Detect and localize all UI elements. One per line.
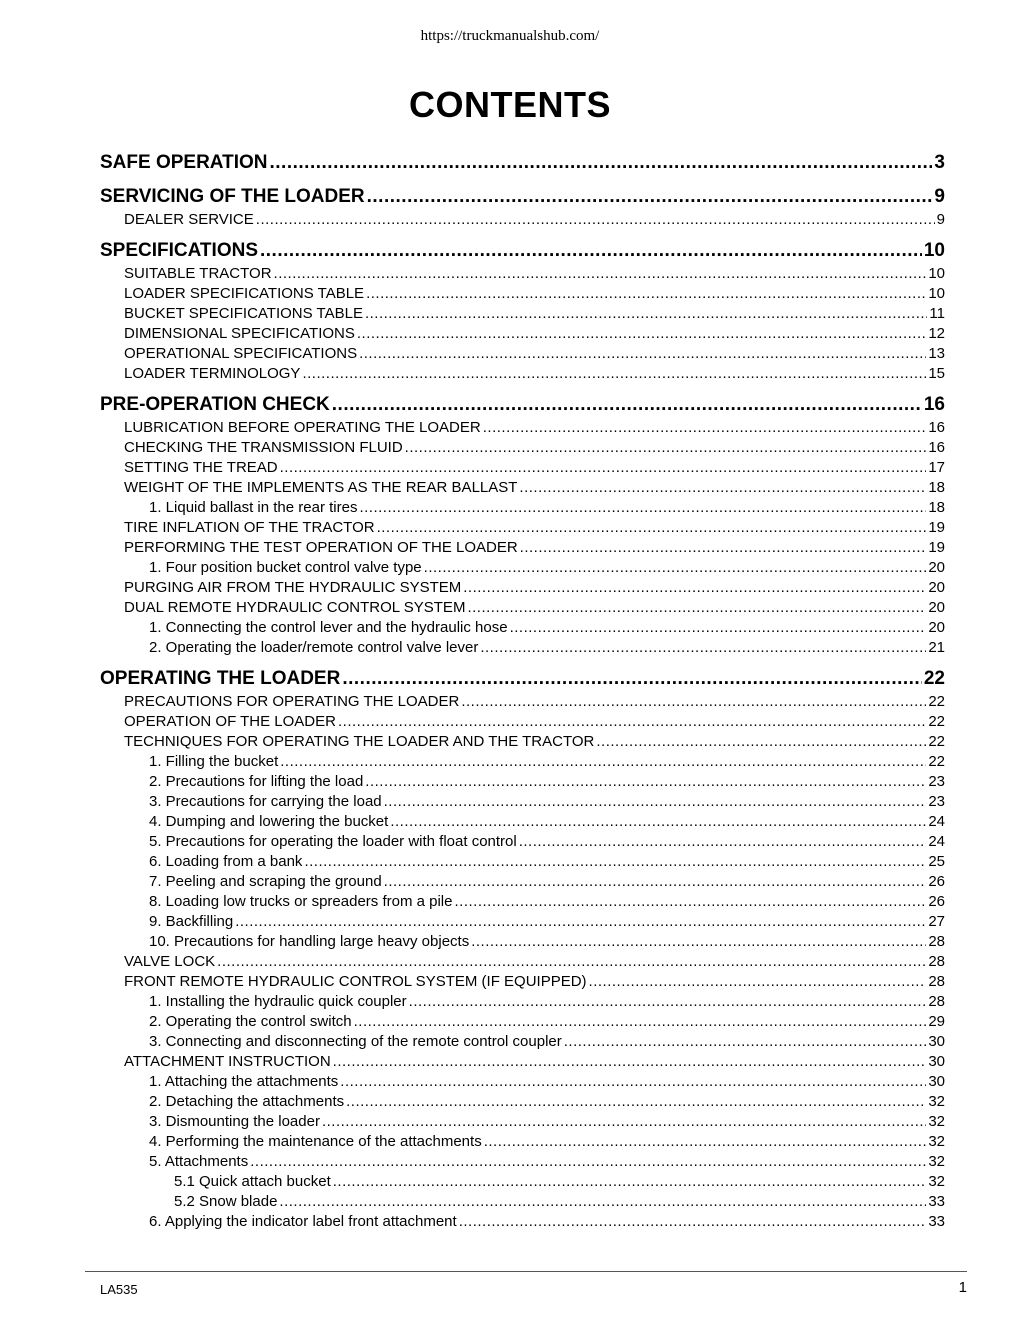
toc-entry-page: 32: [928, 1093, 945, 1110]
toc-entry-title: PRE-OPERATION CHECK: [100, 394, 330, 415]
toc-entry[interactable]: [100, 1192, 945, 1212]
toc-dot-leader: [461, 692, 926, 712]
toc-entry-title: SAFE OPERATION: [100, 152, 268, 173]
toc-entry-page: 24: [928, 813, 945, 830]
toc-entry-title: LOADER SPECIFICATIONS TABLE: [124, 285, 365, 302]
toc-entry[interactable]: [100, 872, 945, 892]
toc-entry-title: 5.1 Quick attach bucket: [174, 1173, 331, 1190]
toc-entry-title: 8. Loading low trucks or spreaders from a pile: [149, 893, 453, 910]
toc-entry[interactable]: [100, 518, 945, 538]
toc-entry-title: 1. Attaching the attachments: [149, 1073, 339, 1090]
toc-entry-title: CHECKING THE TRANSMISSION FLUID: [124, 439, 403, 456]
footer-divider: [85, 1271, 967, 1272]
toc-entry[interactable]: [100, 972, 945, 992]
toc-entry-page: 19: [928, 539, 945, 556]
toc-dot-leader: [333, 1052, 927, 1072]
toc-entry[interactable]: [100, 284, 945, 304]
toc-entry[interactable]: [100, 832, 945, 852]
toc-dot-leader: [384, 872, 927, 892]
toc-entry-page: 33: [928, 1213, 945, 1230]
toc-dot-leader: [377, 518, 927, 538]
toc-dot-leader: [346, 1092, 926, 1112]
toc-dot-leader: [564, 1032, 927, 1052]
toc-entry-page: 22: [928, 733, 945, 750]
toc-entry-title: OPERATING THE LOADER: [100, 668, 341, 689]
toc-entry-page: 10: [928, 265, 945, 282]
toc-entry-page: 19: [928, 519, 945, 536]
toc-entry-title: SUITABLE TRACTOR: [124, 265, 272, 282]
toc-entry[interactable]: [100, 1112, 945, 1132]
toc-entry-page: 18: [928, 499, 945, 516]
toc-dot-leader: [589, 972, 927, 992]
toc-entry-page: 32: [928, 1173, 945, 1190]
toc-dot-leader: [510, 618, 927, 638]
toc-entry-page: 23: [928, 793, 945, 810]
toc-entry[interactable]: [100, 238, 945, 264]
toc-entry-title: 1. Installing the hydraulic quick coupler: [149, 993, 407, 1010]
toc-entry-title: ATTACHMENT INSTRUCTION: [124, 1053, 331, 1070]
toc-entry-title: WEIGHT OF THE IMPLEMENTS AS THE REAR BALLAST: [124, 479, 518, 496]
toc-dot-leader: [483, 418, 927, 438]
toc-dot-leader: [260, 238, 922, 264]
toc-entry-title: PRECAUTIONS FOR OPERATING THE LOADER: [124, 693, 460, 710]
toc-entry[interactable]: [100, 598, 945, 618]
toc-entry-page: 29: [928, 1013, 945, 1030]
toc-entry-title: 2. Operating the control switch: [149, 1013, 352, 1030]
toc-entry-title: 2. Precautions for lifting the load: [149, 773, 364, 790]
toc-entry-page: 20: [928, 619, 945, 636]
toc-entry-title: 2. Operating the loader/remote control valve lever: [149, 639, 479, 656]
toc-entry[interactable]: [100, 578, 945, 598]
toc-entry-page: 21: [928, 639, 945, 656]
toc-entry-page: 20: [928, 599, 945, 616]
toc-entry-title: 1. Four position bucket control valve type: [149, 559, 422, 576]
toc-dot-leader: [519, 832, 927, 852]
toc-entry-title: 9. Backfilling: [149, 913, 234, 930]
toc-dot-leader: [322, 1112, 926, 1132]
toc-entry[interactable]: [100, 210, 945, 230]
toc-entry-title: 1. Connecting the control lever and the hydraulic hose: [149, 619, 508, 636]
toc-entry[interactable]: [100, 1012, 945, 1032]
toc-entry[interactable]: [100, 638, 945, 658]
toc-entry-title: 2. Detaching the attachments: [149, 1093, 345, 1110]
toc-entry[interactable]: [100, 458, 945, 478]
toc-entry[interactable]: [100, 1032, 945, 1052]
toc-entry-page: 22: [928, 713, 945, 730]
toc-entry-page: 32: [928, 1153, 945, 1170]
toc-entry-title: DUAL REMOTE HYDRAULIC CONTROL SYSTEM: [124, 599, 466, 616]
toc-entry[interactable]: [100, 418, 945, 438]
toc-entry-title: 3. Precautions for carrying the load: [149, 793, 382, 810]
toc-entry-title: 5. Attachments: [149, 1153, 249, 1170]
toc-entry-page: 9: [936, 211, 945, 228]
toc-entry-title: PURGING AIR FROM THE HYDRAULIC SYSTEM: [124, 579, 462, 596]
toc-entry[interactable]: [100, 892, 945, 912]
toc-entry-title: 5.2 Snow blade: [174, 1193, 278, 1210]
toc-entry[interactable]: [100, 478, 945, 498]
toc-entry-title: 6. Loading from a bank: [149, 853, 303, 870]
toc-entry-title: TECHNIQUES FOR OPERATING THE LOADER AND THE TRACTOR: [124, 733, 595, 750]
toc-entry-title: 1. Liquid ballast in the rear tires: [149, 499, 358, 516]
toc-entry[interactable]: [100, 932, 945, 952]
toc-entry[interactable]: [100, 538, 945, 558]
toc-entry-page: 10: [928, 285, 945, 302]
toc-entry-page: 11: [929, 305, 945, 322]
toc-entry-title: 10. Precautions for handling large heavy objects: [149, 933, 470, 950]
toc-dot-leader: [365, 772, 926, 792]
toc-entry[interactable]: [100, 1052, 945, 1072]
toc-dot-leader: [454, 892, 926, 912]
toc-dot-leader: [390, 812, 926, 832]
toc-dot-leader: [274, 264, 927, 284]
toc-entry-title: LOADER TERMINOLOGY: [124, 365, 301, 382]
toc-entry[interactable]: [100, 1152, 945, 1172]
footer-page-number: 1: [958, 1279, 967, 1296]
toc-entry-page: 13: [928, 345, 945, 362]
toc-entry-page: 26: [928, 893, 945, 910]
toc-entry-page: 9: [934, 186, 945, 207]
toc-entry-page: 27: [928, 913, 945, 930]
toc-entry-page: 30: [928, 1073, 945, 1090]
toc-dot-leader: [424, 558, 927, 578]
toc-entry[interactable]: [100, 304, 945, 324]
toc-entry-page: 16: [923, 394, 945, 415]
toc-dot-leader: [235, 912, 926, 932]
toc-dot-leader: [357, 324, 926, 344]
toc-dot-leader: [519, 478, 926, 498]
toc-entry-page: 22: [923, 668, 945, 689]
toc-entry-title: DEALER SERVICE: [124, 211, 254, 228]
toc-dot-leader: [302, 364, 926, 384]
toc-entry[interactable]: [100, 264, 945, 284]
toc-entry[interactable]: [100, 992, 945, 1012]
toc-dot-leader: [217, 952, 926, 972]
toc-entry-title: 4. Performing the maintenance of the attachments: [149, 1133, 482, 1150]
toc-entry-page: 30: [928, 1033, 945, 1050]
toc-dot-leader: [365, 304, 927, 324]
toc-entry-page: 17: [928, 459, 945, 476]
toc-entry[interactable]: [100, 732, 945, 752]
toc-entry-page: 18: [928, 479, 945, 496]
page-title: CONTENTS: [409, 84, 611, 125]
toc-dot-leader: [279, 1192, 926, 1212]
toc-entry-page: 32: [928, 1133, 945, 1150]
toc-entry-page: 22: [928, 693, 945, 710]
toc-entry-page: 15: [928, 365, 945, 382]
toc-entry-page: 16: [928, 439, 945, 456]
toc-entry-page: 12: [928, 325, 945, 342]
toc-entry-title: PERFORMING THE TEST OPERATION OF THE LOADER: [124, 539, 518, 556]
toc-entry-title: SPECIFICATIONS: [100, 240, 258, 261]
toc-entry[interactable]: [100, 1212, 945, 1232]
toc-entry-title: TIRE INFLATION OF THE TRACTOR: [124, 519, 375, 536]
toc-entry-page: 16: [928, 419, 945, 436]
toc-entry-page: 24: [928, 833, 945, 850]
toc-entry[interactable]: [100, 1072, 945, 1092]
toc-entry-page: 25: [928, 853, 945, 870]
toc-entry-page: 30: [928, 1053, 945, 1070]
toc-entry[interactable]: [100, 1092, 945, 1112]
toc-dot-leader: [463, 578, 926, 598]
toc-dot-leader: [338, 712, 926, 732]
toc-entry[interactable]: [100, 184, 945, 210]
toc-entry[interactable]: [100, 498, 945, 518]
toc-dot-leader: [359, 344, 926, 364]
source-url: https://truckmanualshub.com/: [420, 28, 600, 44]
toc-entry-page: 3: [934, 152, 945, 173]
toc-entry-page: 23: [928, 773, 945, 790]
toc-entry-title: 7. Peeling and scraping the ground: [149, 873, 382, 890]
toc-dot-leader: [405, 438, 927, 458]
toc-dot-leader: [256, 210, 935, 230]
toc-dot-leader: [332, 392, 922, 418]
toc-entry-title: OPERATIONAL SPECIFICATIONS: [124, 345, 358, 362]
toc-entry-page: 32: [928, 1113, 945, 1130]
toc-entry-title: 5. Precautions for operating the loader with float control: [149, 833, 517, 850]
toc-entry[interactable]: [100, 952, 945, 972]
toc-entry[interactable]: [100, 852, 945, 872]
toc-entry[interactable]: [100, 364, 945, 384]
table-of-contents: [100, 150, 945, 1232]
toc-entry[interactable]: [100, 558, 945, 578]
toc-entry-page: 28: [928, 953, 945, 970]
toc-entry-title: LUBRICATION BEFORE OPERATING THE LOADER: [124, 419, 481, 436]
toc-entry-title: FRONT REMOTE HYDRAULIC CONTROL SYSTEM (IF EQUIPPED): [124, 973, 587, 990]
toc-dot-leader: [280, 752, 926, 772]
toc-entry[interactable]: [100, 792, 945, 812]
toc-entry-title: 3. Connecting and disconnecting of the remote control coupler: [149, 1033, 562, 1050]
toc-entry[interactable]: [100, 1172, 945, 1192]
toc-dot-leader: [467, 598, 926, 618]
toc-entry[interactable]: [100, 666, 945, 692]
toc-dot-leader: [480, 638, 926, 658]
toc-dot-leader: [340, 1072, 926, 1092]
toc-entry[interactable]: [100, 692, 945, 712]
toc-dot-leader: [484, 1132, 927, 1152]
toc-entry[interactable]: [100, 392, 945, 418]
toc-dot-leader: [367, 184, 933, 210]
toc-entry[interactable]: [100, 1132, 945, 1152]
toc-entry[interactable]: [100, 324, 945, 344]
toc-entry[interactable]: [100, 812, 945, 832]
toc-entry-page: 28: [928, 973, 945, 990]
toc-entry-title: BUCKET SPECIFICATIONS TABLE: [124, 305, 363, 322]
toc-entry-page: 28: [928, 933, 945, 950]
toc-dot-leader: [250, 1152, 926, 1172]
footer-model-code: LA535: [100, 1282, 138, 1297]
toc-entry-title: OPERATION OF THE LOADER: [124, 713, 336, 730]
toc-entry-title: 4. Dumping and lowering the bucket: [149, 813, 389, 830]
toc-dot-leader: [520, 538, 927, 558]
toc-entry[interactable]: [100, 618, 945, 638]
toc-entry-page: 33: [928, 1193, 945, 1210]
toc-entry-page: 20: [928, 559, 945, 576]
toc-dot-leader: [280, 458, 927, 478]
toc-entry-title: 3. Dismounting the loader: [149, 1113, 320, 1130]
toc-entry[interactable]: [100, 752, 945, 772]
toc-dot-leader: [384, 792, 927, 812]
toc-entry-title: VALVE LOCK: [124, 953, 216, 970]
toc-dot-leader: [359, 498, 926, 518]
toc-dot-leader: [459, 1212, 927, 1232]
toc-entry-page: 26: [928, 873, 945, 890]
toc-entry[interactable]: [100, 912, 945, 932]
toc-entry-title: SERVICING OF THE LOADER: [100, 186, 365, 207]
toc-dot-leader: [270, 150, 933, 176]
toc-dot-leader: [596, 732, 926, 752]
toc-dot-leader: [333, 1172, 927, 1192]
toc-entry-page: 22: [928, 753, 945, 770]
toc-entry-title: 1. Filling the bucket: [149, 753, 279, 770]
toc-entry[interactable]: [100, 150, 945, 176]
toc-dot-leader: [342, 666, 922, 692]
toc-dot-leader: [304, 852, 926, 872]
toc-entry[interactable]: [100, 438, 945, 458]
toc-dot-leader: [366, 284, 926, 304]
toc-dot-leader: [471, 932, 926, 952]
toc-entry-page: 20: [928, 579, 945, 596]
toc-dot-leader: [409, 992, 927, 1012]
toc-dot-leader: [354, 1012, 927, 1032]
toc-entry-title: DIMENSIONAL SPECIFICATIONS: [124, 325, 355, 342]
toc-entry-title: SETTING THE TREAD: [124, 459, 278, 476]
toc-entry[interactable]: [100, 344, 945, 364]
toc-entry-page: 10: [923, 240, 945, 261]
toc-entry-title: 6. Applying the indicator label front attachment: [149, 1213, 457, 1230]
toc-entry-page: 28: [928, 993, 945, 1010]
toc-entry[interactable]: [100, 712, 945, 732]
toc-entry[interactable]: [100, 772, 945, 792]
